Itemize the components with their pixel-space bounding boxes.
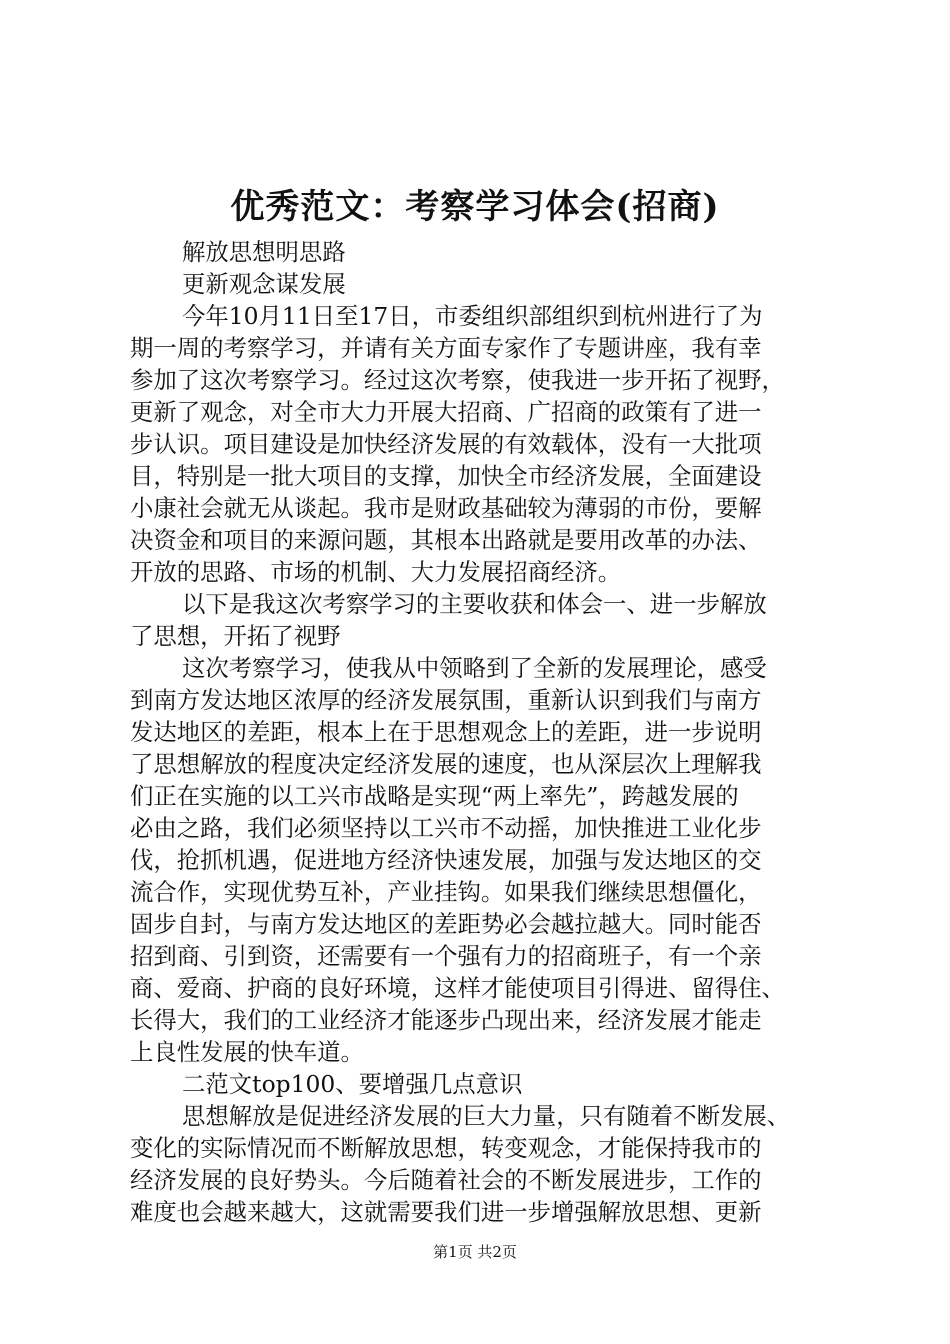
paragraph-line: 招到商、引到资，还需要有一个强有力的招商班子，有一个亲 xyxy=(130,942,762,970)
paragraph-line: 了思想解放的程度决定经济发展的速度，也从深层次上理解我 xyxy=(130,750,762,778)
paragraph-line: 长得大，我们的工业经济才能逐步凸现出来，经济发展才能走 xyxy=(130,1006,762,1034)
paragraph-line: 商、爱商、护商的良好环境，这样才能使项目引得进、留得住、 xyxy=(130,974,785,1002)
paragraph-line: 决资金和项目的来源问题，其根本出路就是要用改革的办法、 xyxy=(130,526,762,554)
document-body xyxy=(130,236,830,1228)
paragraph-line: 发达地区的差距，根本上在于思想观念上的差距，进一步说明 xyxy=(130,718,762,746)
paragraph-line: 步认识。项目建设是加快经济发展的有效载体，没有一大批项 xyxy=(130,430,762,458)
paragraph-line: 固步自封，与南方发达地区的差距势必会越拉越大。同时能否 xyxy=(130,910,762,938)
paragraph-line: 目，特别是一批大项目的支撑，加快全市经济发展，全面建设 xyxy=(130,462,762,490)
subtitle-line: 解放思想明思路 xyxy=(182,238,346,266)
paragraph-line: 了思想，开拓了视野 xyxy=(130,622,341,650)
paragraph-line: 难度也会越来越大，这就需要我们进一步增强解放思想、更新 xyxy=(130,1198,762,1226)
section-heading: 二范文top100、要增强几点意识 xyxy=(182,1070,523,1098)
document-title: 优秀范文：考察学习体会(招商) xyxy=(230,187,720,227)
paragraph-line: 更新了观念，对全市大力开展大招商、广招商的政策有了进一 xyxy=(130,398,762,426)
paragraph-line: 变化的实际情况而不断解放思想，转变观念，才能保持我市的 xyxy=(130,1134,762,1162)
paragraph-line: 这次考察学习，使我从中领略到了全新的发展理论，感受 xyxy=(182,654,767,682)
paragraph-line: 开放的思路、市场的机制、大力发展招商经济。 xyxy=(130,558,622,586)
paragraph-line: 经济发展的良好势头。今后随着社会的不断发展进步，工作的 xyxy=(130,1166,762,1194)
paragraph-line: 必由之路，我们必须坚持以工兴市不动摇，加快推进工业化步 xyxy=(130,814,762,842)
paragraph-line: 小康社会就无从谈起。我市是财政基础较为薄弱的市份，要解 xyxy=(130,494,762,522)
subtitle-line: 更新观念谋发展 xyxy=(182,270,346,298)
paragraph-line: 以下是我这次考察学习的主要收获和体会一、进一步解放 xyxy=(182,590,767,618)
paragraph-line: 流合作，实现优势互补，产业挂钩。如果我们继续思想僵化， xyxy=(130,878,762,906)
paragraph-line: 思想解放是促进经济发展的巨大力量，只有随着不断发展、 xyxy=(182,1102,791,1130)
paragraph-line: 到南方发达地区浓厚的经济发展氛围，重新认识到我们与南方 xyxy=(130,686,762,714)
paragraph-line: 期一周的考察学习，并请有关方面专家作了专题讲座，我有幸 xyxy=(130,334,762,362)
paragraph-line: 今年10月11日至17日，市委组织部组织到杭州进行了为 xyxy=(182,302,763,330)
paragraph-line: 参加了这次考察学习。经过这次考察，使我进一步开拓了视野， xyxy=(130,366,785,394)
page-footer: 第1页 共2页 xyxy=(433,1243,517,1261)
paragraph-line: 伐，抢抓机遇，促进地方经济快速发展，加强与发达地区的交 xyxy=(130,846,762,874)
paragraph-line: 们正在实施的以工兴市战略是实现“两上率先”，跨越发展的 xyxy=(130,782,739,810)
paragraph-line: 上良性发展的快车道。 xyxy=(130,1038,364,1066)
